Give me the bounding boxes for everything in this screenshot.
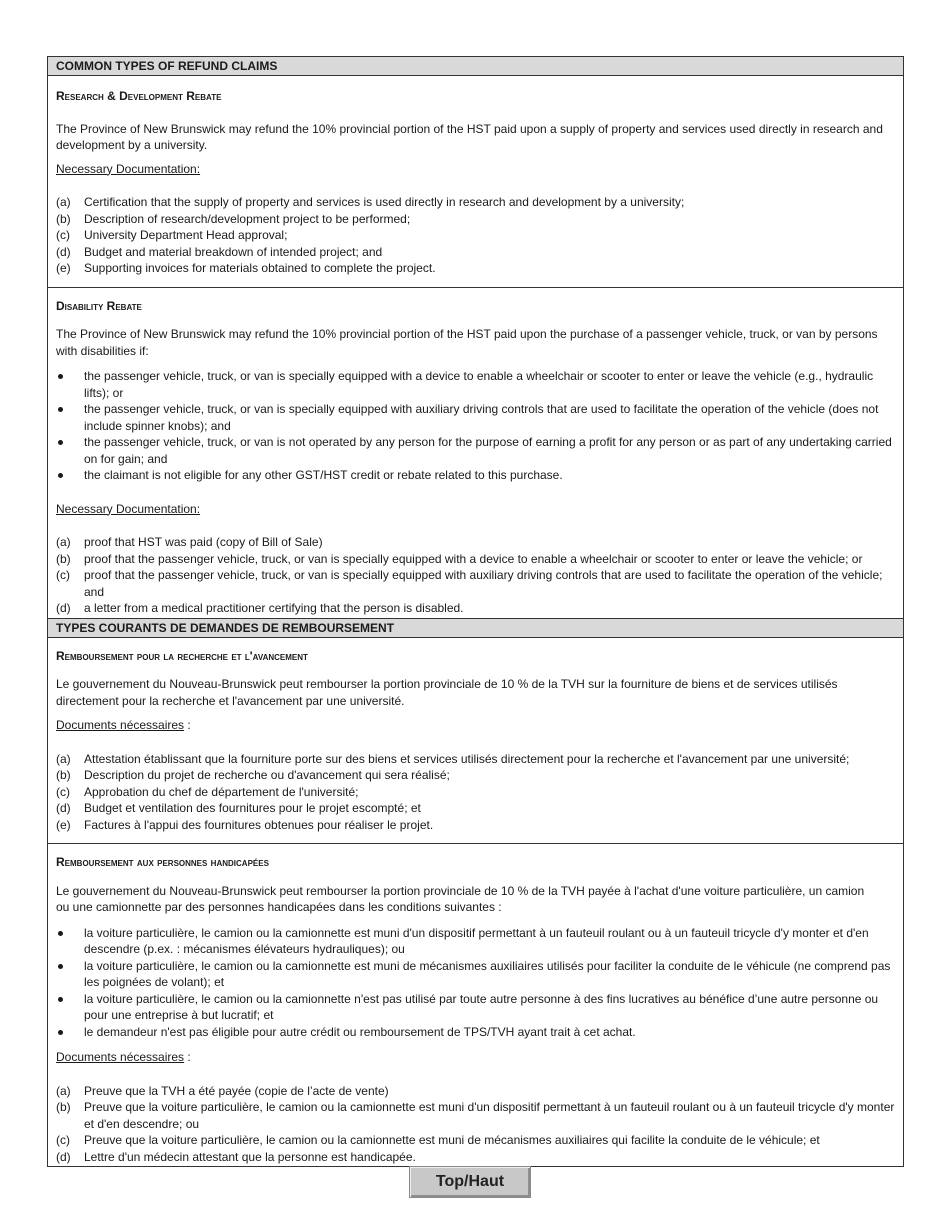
list-item: the passenger vehicle, truck, or van is specially equipped with a device to enable a wheelchair or scooter to enter or leave the vehicle (e.g., hydraulic lifts); or: [56, 368, 895, 401]
list-item: (e) Factures à l'appui des fournitures obtenues pour réaliser le projet.: [56, 817, 434, 832]
list-item: the passenger vehicle, truck, or van is not operated by any person for the purpose of earning a profit for any person or as part of any undertaking carried on for gain; and: [56, 434, 895, 467]
list-item: la voiture particulière, le camion ou la camionnette est muni d'un dispositif permettant à un fauteuil roulant ou à un fauteuil tricycle d'y monter et d'en descendre (p.ex. : mécanismes élévateurs hydrauliques); ou: [56, 925, 895, 958]
bullet-icon: [56, 1024, 84, 1041]
list-item: (a) Preuve que la TVH a été payée (copie de l’acte de vente): [56, 1083, 389, 1098]
list-item: (c) proof that the passenger vehicle, truck, or van is specially equipped with auxiliary driving controls that are used to facilitate the operation of the vehicle; and: [56, 568, 883, 599]
list-item: (c) University Department Head approval;: [56, 228, 288, 242]
disability-conditions-list-fr: [56, 925, 895, 1041]
list-item: (e) Supporting invoices for materials obtained to complete the project.: [56, 261, 436, 275]
list-item: (a) Attestation établissant que la fourniture porte sur des biens et services utilisés directement pour la recherche et l'avancement par une université;: [56, 751, 850, 766]
rd-rebate-title-en: Research & Development Rebate: [56, 89, 222, 103]
disability-rebate-section-en: [48, 298, 903, 618]
rd-rebate-title-fr: Remboursement pour la recherche et l'avancement: [56, 648, 308, 663]
rd-description-line1-fr: Le gouvernement du Nouveau-Brunswick peut rembourser la portion provinciale de 10 % de la TVH sur la fourniture de biens et de services utilisés: [56, 677, 838, 691]
disability-rebate-title-fr: Remboursement aux personnes handicapées: [56, 855, 269, 869]
list-item: the claimant is not eligible for any other GST/HST credit or rebate related to this purchase.: [56, 467, 895, 484]
section-header-en: COMMON TYPES OF REFUND CLAIMS: [48, 57, 903, 76]
top-button[interactable]: Top/Haut: [409, 1166, 531, 1198]
list-item: le demandeur n'est pas éligible pour autre crédit ou remboursement de TPS/TVH ayant trait à cet achat.: [56, 1024, 895, 1041]
disability-description-line2-en: with disabilities if:: [56, 343, 149, 358]
list-item: (a) proof that HST was paid (copy of Bill of Sale): [56, 535, 323, 549]
section-header-fr: TYPES COURANTS DE DEMANDES DE REMBOURSEMENT: [48, 618, 903, 638]
disability-docs-label-en: Necessary Documentation:: [56, 501, 201, 516]
list-item: (d) a letter from a medical practitioner certifying that the person is disabled.: [56, 601, 464, 615]
disability-docs-label-fr: Documents nécessaires :: [56, 1050, 191, 1064]
list-item: (b) proof that the passenger vehicle, truck, or van is specially equipped with a device to enable a wheelchair or scooter to enter or leave the vehicle; or: [56, 551, 863, 566]
list-item: la voiture particulière, le camion ou la camionnette n'est pas utilisé par toute autre personne à des fins lucratives au bénéfice d’une autre personne ou pour une entreprise à but lucratif; et: [56, 991, 895, 1024]
list-item: (b) Description of research/development project to be performed;: [56, 211, 411, 226]
rd-rebate-description-en: The Province of New Brunswick may refund the 10% provincial portion of the HST paid upon a supply of property and services used directly in research and development by a university.: [56, 121, 883, 152]
rd-rebate-section-en: [48, 88, 903, 288]
bullet-icon: [56, 434, 84, 467]
list-item: the passenger vehicle, truck, or van is specially equipped with auxiliary driving controls that are used to facilitate the operation of the vehicle (does not include spinner knobs); and: [56, 401, 895, 434]
disability-description-line1-en: The Province of New Brunswick may refund the 10% provincial portion of the HST paid upon the purchase of a passenger vehicle, truck, or van by persons: [56, 327, 878, 341]
bullet-icon: [56, 991, 84, 1024]
list-item: (b) Description du projet de recherche ou d'avancement qui sera réalisé;: [56, 768, 450, 782]
bullet-icon: [56, 925, 84, 958]
disability-conditions-list-en: [56, 368, 895, 484]
list-item: (d) Budget et ventilation des fournitures pour le projet escompté; et: [56, 801, 421, 815]
bullet-icon: [56, 958, 84, 991]
disability-rebate-title-en: Disability Rebate: [56, 298, 142, 313]
disability-description-line1-fr: Le gouvernement du Nouveau-Brunswick peut rembourser la portion provinciale de 10 % de la TVH payée à l'achat d'une voiture particulière, un camion: [56, 883, 865, 898]
list-item: (d) Lettre d'un médecin attestant que la personne est handicapée.: [56, 1149, 416, 1164]
list-item: (d) Budget and material breakdown of intended project; and: [56, 244, 383, 259]
rd-docs-label-en: Necessary Documentation:: [56, 161, 201, 176]
bullet-icon: [56, 401, 84, 434]
list-item: (a) Certification that the supply of property and services is used directly in research and development by a university;: [56, 195, 685, 209]
disability-description-line2-fr: ou une camionnette par des personnes handicapées dans les conditions suivantes :: [56, 900, 502, 914]
rd-docs-label-fr: Documents nécessaires :: [56, 718, 191, 732]
refund-claims-table: [47, 56, 904, 1167]
disability-docs-list-en: [56, 534, 895, 617]
list-item: (b) Preuve que la voiture particulière, le camion ou la camionnette est muni d'un dispositif permettant à un fauteuil roulant ou à un fauteuil tricycle d'y monter et d'en descendre; ou: [56, 1100, 895, 1131]
bullet-icon: [56, 467, 84, 484]
rd-description-line2-fr: directement pour la recherche et l'avancement par une université.: [56, 693, 405, 708]
list-item: la voiture particulière, le camion ou la camionnette est muni de mécanismes auxiliaires utilisés pour faciliter la conduite de le véhicule (ne comprend pas les poignées de volant); et: [56, 958, 895, 991]
rd-rebate-section-fr: [48, 648, 903, 845]
rd-docs-list-fr: [56, 751, 895, 834]
list-item: (c) Approbation du chef de département de l'université;: [56, 784, 359, 799]
list-item: (c) Preuve que la voiture particulière, le camion ou la camionnette est muni de mécanismes auxiliaires qui facilite la conduite de le véhicule; et: [56, 1133, 820, 1147]
disability-docs-list-fr: [56, 1083, 895, 1166]
disability-rebate-section-fr: [48, 854, 903, 1166]
bullet-icon: [56, 368, 84, 401]
rd-docs-list-en: [56, 194, 895, 277]
